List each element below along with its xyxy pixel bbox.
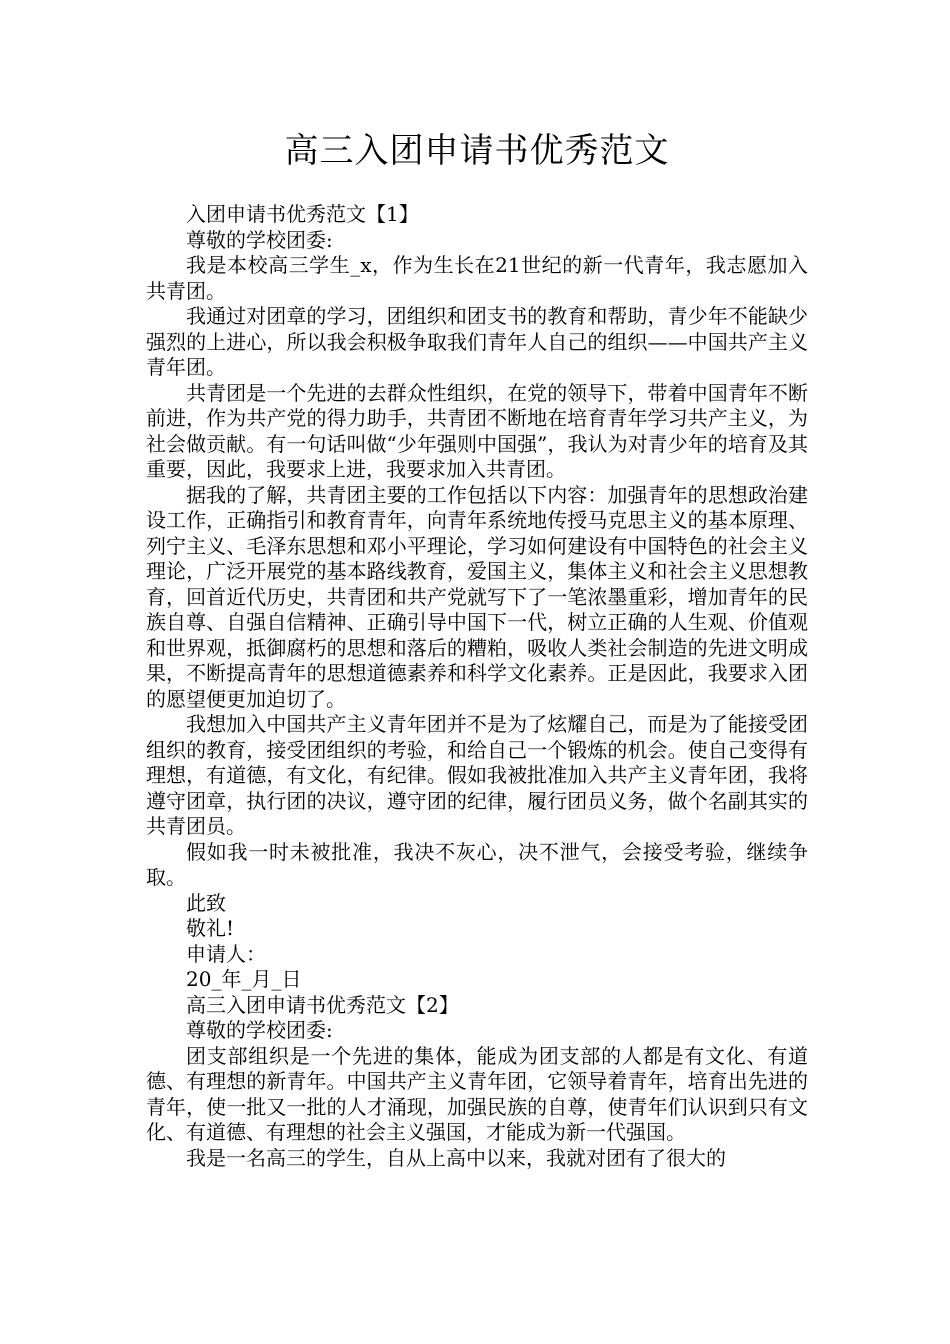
document-title: 高三入团申请书优秀范文 bbox=[284, 131, 670, 171]
salutation-1: 尊敬的学校团委: bbox=[186, 227, 333, 252]
section-heading-1: 入团申请书优秀范文【1】 bbox=[186, 202, 419, 226]
paragraph: 我是一名高三的学生，自从上高中以来，我就对团有了很大的 bbox=[186, 1145, 726, 1170]
date-line: 20_年_月_日 bbox=[186, 967, 302, 991]
paragraph: 我是本校高三学生_x，作为生长在21世纪的新一代青年，我志愿加入共青团。 bbox=[146, 253, 808, 303]
paragraph: 团支部组织是一个先进的集体，能成为团支部的人都是有文化、有道德、有理想的新青年。中国共产主义青年团，它领导着青年，培育出先进的青年，使一批又一批的人才涌现，加强民族的自尊，使青年们认识到只有文化、有道德、有理想的社会主义强国，才能成为新一代强国。 bbox=[146, 1043, 808, 1144]
signature-label: 申请人： bbox=[186, 941, 266, 966]
paragraph: 我通过对团章的学习，团组织和团支书的教育和帮助，青少年不能缺少强烈的上进心，所以我会积极争取我们青年人自己的组织——中国共产主义青年团。 bbox=[146, 304, 808, 379]
closing-line: 敬礼! bbox=[186, 916, 235, 940]
closing-line: 此致 bbox=[186, 890, 226, 915]
paragraph: 我想加入中国共产主义青年团并不是为了炫耀自己，而是为了能接受团组织的教育，接受团组织的考验，和给自己一个锻炼的机会。使自己变得有理想，有道德，有文化，有纪律。假如我被批准加入共产主义青年团，我将遵守团章，执行团的决议，遵守团的纪律，履行团员义务，做个名副其实的共青团员。 bbox=[146, 712, 808, 838]
paragraph: 共青团是一个先进的去群众性组织，在党的领导下，带着中国青年不断前进，作为共产党的得力助手，共青团不断地在培育青年学习共产主义，为社会做贡献。有一句话叫做“少年强则中国强”，我认为对青少年的培育及其重要，因此，我要求上进，我要求加入共青团。 bbox=[146, 380, 808, 481]
paragraph: 假如我一时未被批准，我决不灰心，决不泄气，会接受考验，继续争取。 bbox=[146, 839, 808, 889]
salutation-2: 尊敬的学校团委: bbox=[186, 1018, 333, 1042]
document-body bbox=[146, 202, 808, 1171]
section-heading-2: 高三入团申请书优秀范文【2】 bbox=[186, 992, 459, 1017]
paragraph: 据我的了解，共青团主要的工作包括以下内容：加强青年的思想政治建设工作，正确指引和教育青年，向青年系统地传授马克思主义的基本原理、列宁主义、毛泽东思想和邓小平理论，学习如何建设有中国特色的社会主义理论，广泛开展党的基本路线教育，爱国主义，集体主义和社会主义思想教育，回首近代历史，共青团和共产党就写下了一笔浓墨重彩，增加青年的民族自尊、自强自信精神、正确引导中国下一代，树立正确的人生观、价值观和世界观，抵御腐朽的思想和落后的糟粕，吸收人类社会制造的先进文明成果，不断提高青年的思想道德素养和科学文化素养。正是因此，我要求入团的愿望便更加迫切了。 bbox=[146, 482, 808, 711]
document-page bbox=[146, 128, 808, 1171]
